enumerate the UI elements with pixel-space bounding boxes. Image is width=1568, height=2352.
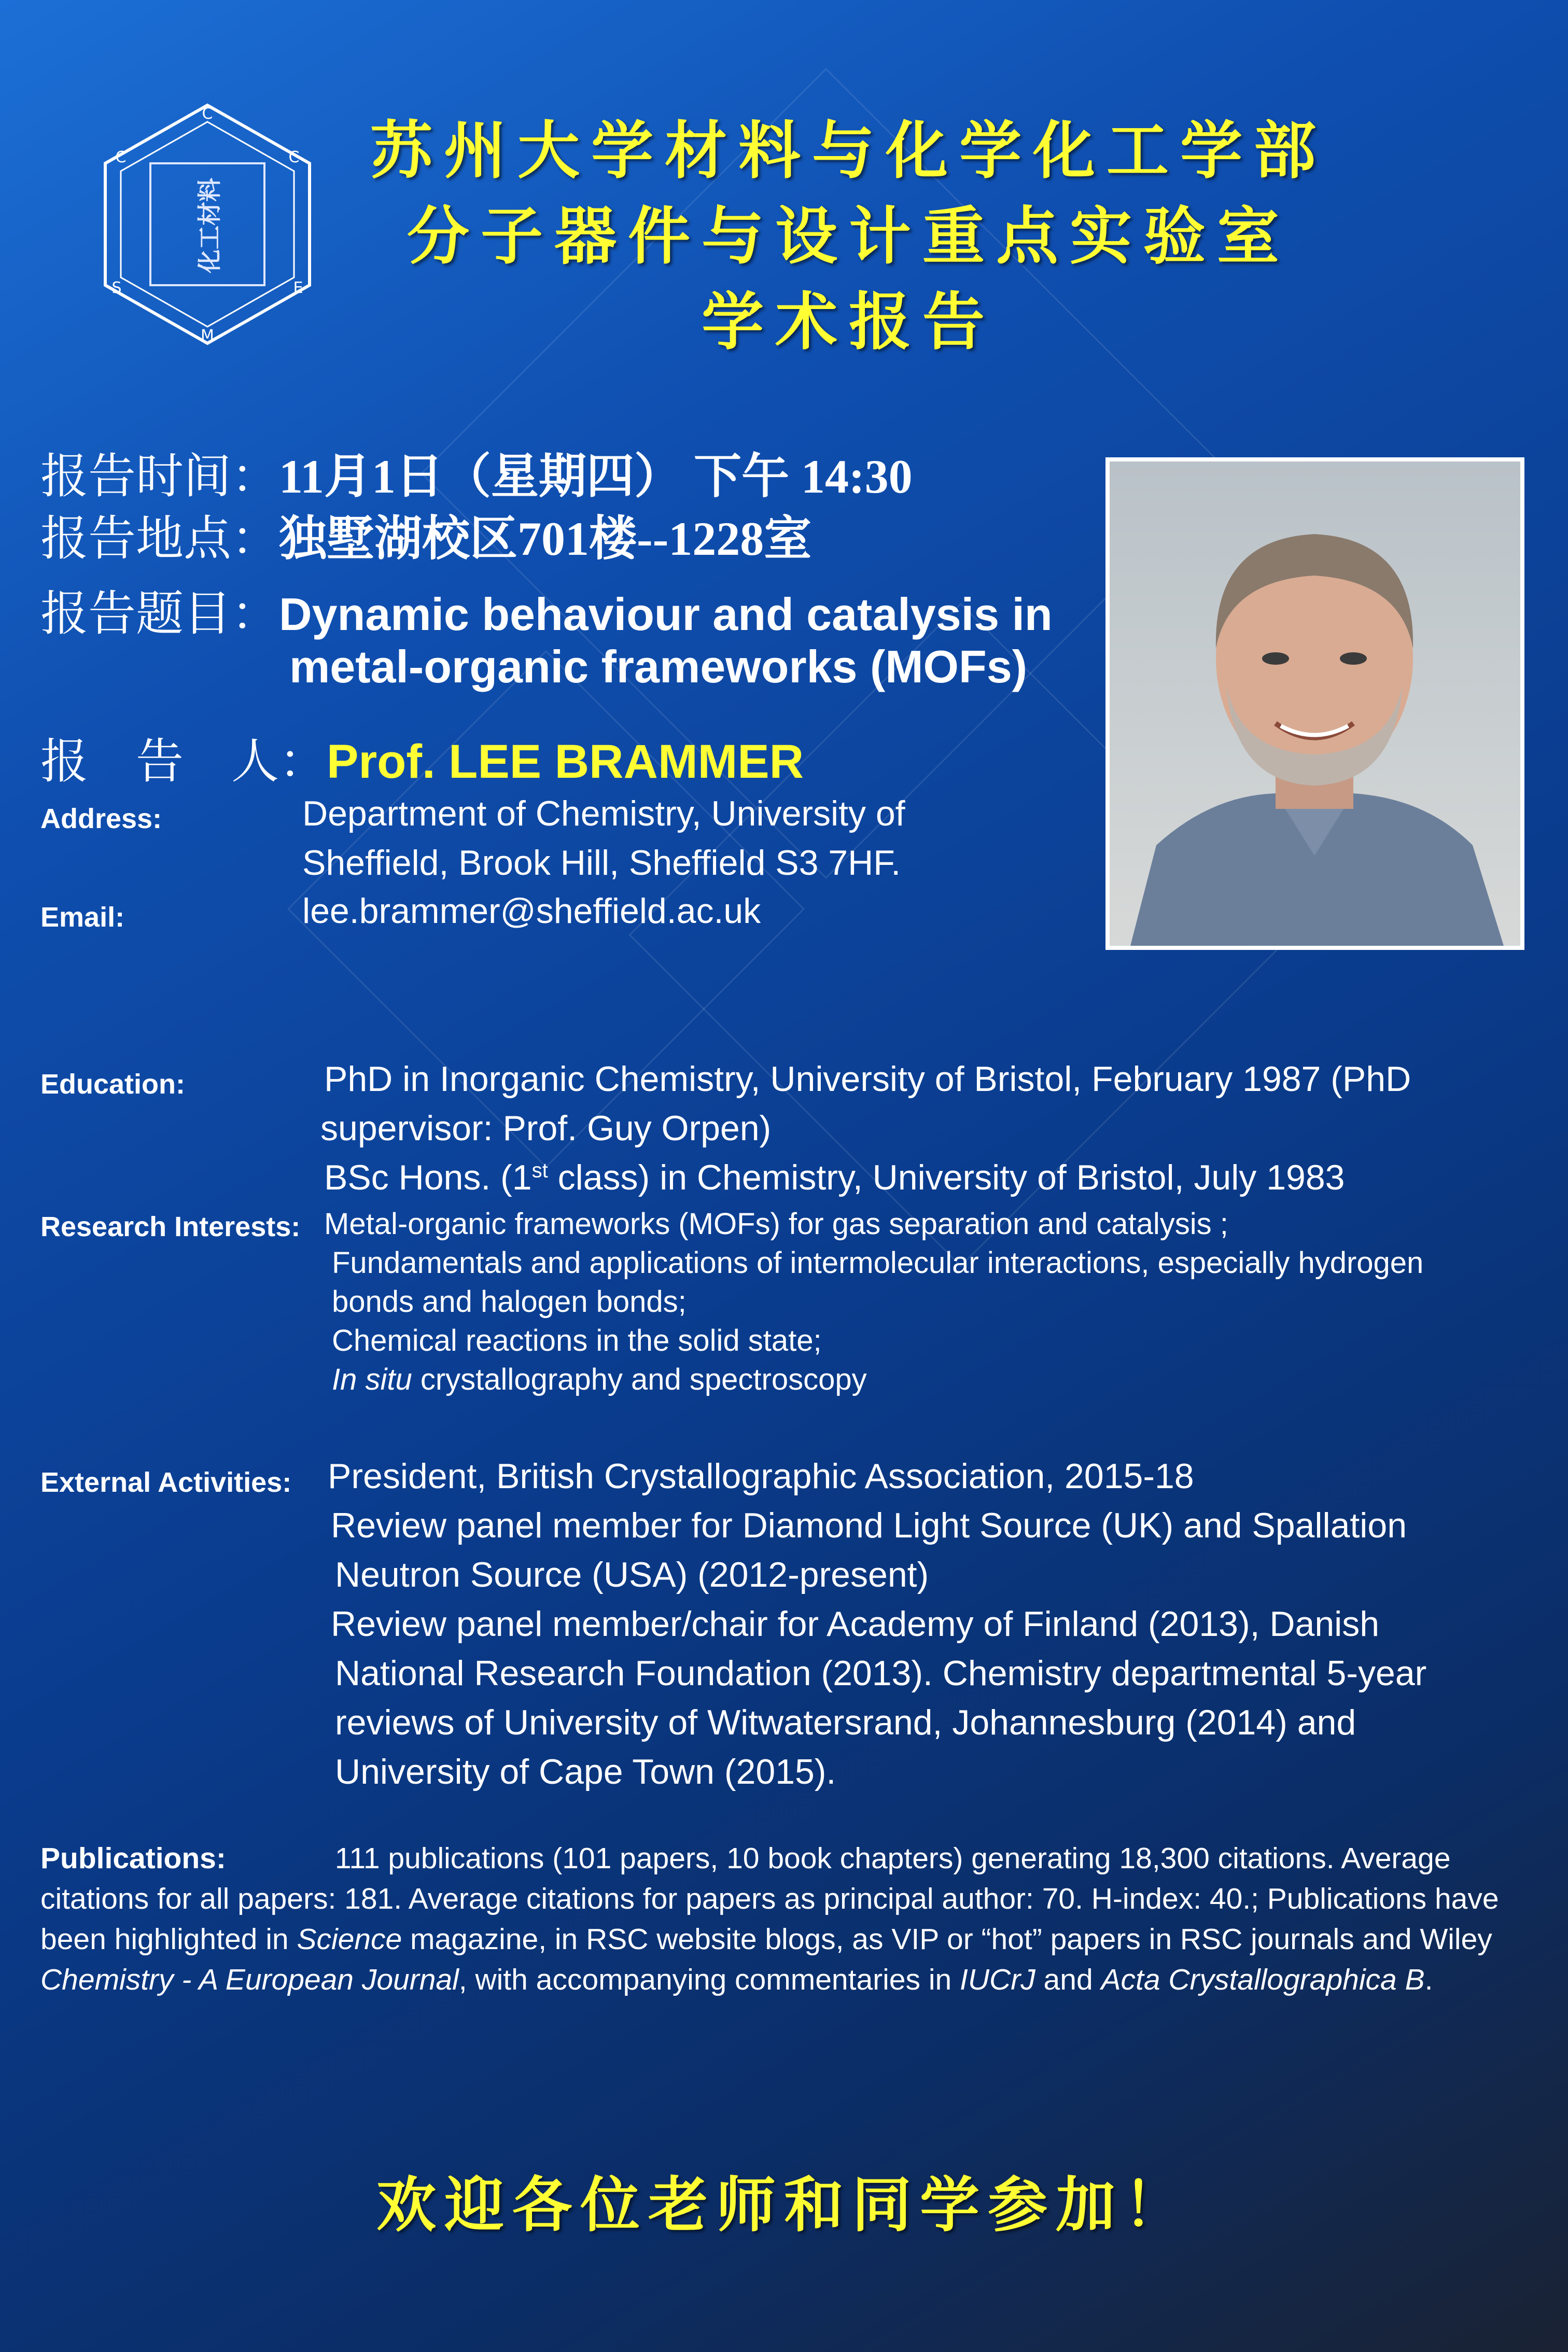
place-value: 独墅湖校区701楼--1228室 — [279, 512, 812, 565]
education-superscript: st — [531, 1159, 548, 1182]
publications-text-5: . — [1424, 1963, 1433, 1996]
logo-letter: C — [202, 105, 213, 123]
publications-italic-2: Chemistry - A European Journal — [40, 1963, 459, 1996]
address-line-1: Department of Chemistry, University of — [302, 794, 905, 833]
logo-letter: C — [115, 148, 127, 166]
external-line-5: National Research Foundation (2013). Chemistry departmental 5-year — [335, 1654, 1427, 1693]
research-line-1: Metal-organic frameworks (MOFs) for gas separation and catalysis ; — [324, 1207, 1228, 1241]
speaker-row — [40, 723, 804, 792]
research-line-2: Fundamentals and applications of intermolecular interactions, especially hydrogen — [332, 1246, 1424, 1280]
topic-line-1: Dynamic behaviour and catalysis in — [279, 589, 1053, 640]
portrait-illustration — [1110, 461, 1520, 946]
speaker-photo — [1105, 457, 1524, 950]
speaker-name: Prof. LEE BRAMMER — [327, 735, 804, 788]
topic-label: 报告题目： — [40, 586, 279, 641]
logo-letter: C — [288, 148, 300, 166]
publications-paragraph — [40, 1838, 1534, 2000]
welcome-message: 欢迎各位老师和同学参加！ — [376, 2171, 1192, 2240]
education-label: Education: — [40, 1069, 185, 1100]
education-line-1: PhD in Inorganic Chemistry, University of Bristol, February 1987 (PhD — [324, 1059, 1411, 1099]
education-line-3 — [324, 1157, 1345, 1198]
time-value: 11月1日（星期四） 下午 14:30 — [279, 450, 913, 503]
speaker-label: 报 告 人： — [40, 734, 327, 789]
external-line-2: Review panel member for Diamond Light Source (UK) and Spallation — [331, 1506, 1407, 1545]
address-line-2: Sheffield, Brook Hill, Sheffield S3 7HF. — [302, 843, 901, 883]
publications-italic-3: IUCrJ — [960, 1963, 1035, 1996]
publications-text-3: , with accompanying commentaries in — [458, 1963, 960, 1996]
topic-row — [40, 576, 1053, 644]
publications-italic-1: Science — [297, 1923, 402, 1956]
external-line-4: Review panel member/chair for Academy of Finland (2013), Danish — [331, 1604, 1380, 1644]
education-line-3-pre: BSc Hons. (1 — [324, 1158, 532, 1197]
logo-letter: M — [201, 327, 214, 345]
publications-label: Publications: — [40, 1842, 226, 1875]
title-line-1: 苏州大学材料与化学化工学部 — [370, 115, 1327, 187]
logo-letter: E — [293, 279, 303, 297]
external-line-6: reviews of University of Witwatersrand, Johannesburg (2014) and — [335, 1703, 1356, 1742]
education-line-2: supervisor: Prof. Guy Orpen) — [320, 1109, 772, 1148]
logo-letter: S — [111, 279, 122, 297]
title-line-2: 分子器件与设计重点实验室 — [407, 201, 1291, 273]
publications-text-1: 111 publications (101 papers, 10 book chapters) generating 18,300 citations. Average citations for all papers: 181. Average citations for papers as principal author: 70. H-index: 40.; Publications have been highlighted in — [40, 1842, 1499, 1956]
place-row — [40, 500, 811, 569]
publications-text-4: and — [1035, 1963, 1101, 1996]
address-label: Address: — [40, 803, 162, 834]
external-line-3: Neutron Source (USA) (2012-present) — [335, 1555, 929, 1594]
email-value[interactable]: lee.brammer@sheffield.ac.uk — [302, 891, 761, 931]
research-line-3: bonds and halogen bonds; — [332, 1285, 687, 1319]
external-line-1: President, British Crystallographic Association, 2015-18 — [328, 1457, 1194, 1496]
research-line-5-italic: In situ — [332, 1363, 412, 1396]
svg-text:化工材料: 化工材料 — [195, 178, 223, 273]
research-label: Research Interests: — [40, 1211, 301, 1242]
time-row — [40, 438, 913, 507]
research-line-4: Chemical reactions in the solid state; — [332, 1324, 822, 1357]
topic-line-2: metal-organic frameworks (MOFs) — [289, 641, 1027, 692]
research-line-5 — [332, 1362, 867, 1397]
education-line-3-post: class) in Chemistry, University of Bristol, July 1983 — [548, 1158, 1345, 1197]
email-label: Email: — [40, 902, 125, 933]
publications-text-2: magazine, in RSC website blogs, as VIP or “hot” papers in RSC journals and Wiley — [402, 1923, 1492, 1956]
external-label: External Activities: — [40, 1467, 292, 1498]
research-line-5-rest: crystallography and spectroscopy — [412, 1363, 867, 1396]
place-label: 报告地点： — [40, 511, 279, 566]
publications-italic-4: Acta Crystallographica B — [1101, 1963, 1425, 1996]
external-line-7: University of Cape Town (2015). — [335, 1752, 836, 1791]
time-label: 报告时间： — [40, 449, 279, 504]
title-line-3: 学术报告 — [702, 286, 996, 358]
